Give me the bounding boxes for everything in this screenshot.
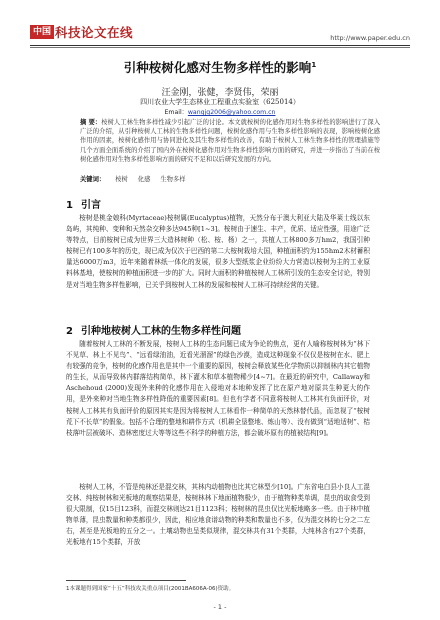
section-title: 引种地桉树人工林的生物多样性问题	[80, 326, 241, 337]
paragraph: 桉树人工林，不管是纯林还是混交林，其林内动植物也比其它林型少[10]。广东省电白县小良人工混交林、纯桉树林和光板地的观察结果是，桉树林林下地面植物极少，由于植物种类单调，昆虫的取食受到很大限制，仅15目123科，而混交林则达21目1123科；桉树林的昆虫仅比光板地略多一些。由于林中植物单薄，昆虫数量和种类都很少，因此，相应地食谱动物的种类和数量也不多，仅为混交林的七分之二左右，甚至是光板地的五分之一。土壤动物也呈类似规律，混交林共有31个类群，大纯林含有27个类群，光板地有15个类群，开放	[66, 483, 370, 547]
header-rule-thin	[30, 47, 410, 48]
abstract	[80, 118, 380, 164]
footnote-rule	[66, 580, 186, 581]
abstract-text: 桉树人工林生物多样性减少引起广泛的讨论。本文就桉树的化感作用对生物多样性的影响进行了深入广泛的介绍，从引种桉树人工林的生物多样性问题，桉树化感作用与生物多样性影响的表现，影响桉树化感作用的因素，桉树化感作用与协同进化及其生物多样性的改善，有助于桉树人工林生物多样性的管理措施等几个方面全面系统的介绍了国内外在桉树化感作用对生物多样性影响方面的研究，并进一步指出了当前在桉树化感作用对生物多样性影响方面的研究不足和以后研究发展的方向。	[80, 119, 380, 163]
paragraph: 桉树是桃金娘科(Myrtaceae)桉树属(Eucalyptus)植物，天然分布于澳大利亚大陆及华莱士线以东岛屿，其纯种、变种和天然杂交种多达945种[1~3]。桉树由于速生、丰产，优质、适应性强，用途广泛等特点，目前桉树已成为世界三大造林树种（松、桉、杨）之一，共植人工林800多万hm2，我国引种桉树已有100多年的历史，现已成为仅次于巴西的第二大桉树栽培大国，种植面积约为155hm2木材蓄积量达6000万m3，近年来随着林纸一体化的发展，很多大型纸浆企业纷纷大力营造以桉树为主的工业原料林基地，使桉树的种植面积进一步的扩大。同时大面积的种植桉树人工林所引发的生态安全讨论，特别是对当地生物多样性影响，已关乎到桉树人工林的发展和桉树人工林可持续经营的关键。	[66, 214, 370, 289]
section-title: 引言	[80, 200, 101, 211]
keywords-label: 关键词：	[80, 176, 106, 183]
authors: 汪金刚，张健，李贤伟，荣丽	[161, 88, 279, 98]
site-url[interactable]: http://www.paper.edu.cn	[330, 34, 410, 42]
logo-prefix: 中国	[30, 25, 54, 39]
logo-text: 科技论文在线	[55, 25, 134, 40]
section-number: 2	[66, 326, 73, 337]
title-footnote-mark: 1	[311, 60, 317, 69]
email-line	[0, 107, 440, 116]
section-heading	[66, 196, 101, 211]
page-number: - 1 -	[213, 603, 227, 611]
email-link[interactable]: wangjg2006@yahoo.com.cn	[187, 109, 276, 116]
keyword: 化感	[137, 176, 151, 183]
paper-title-text: 引种桉树化感对生物多样性的影响	[123, 60, 312, 75]
paper-title	[0, 58, 440, 76]
keywords	[80, 174, 380, 183]
abstract-label: 摘 要：	[80, 119, 102, 126]
email-label: Email：	[164, 109, 188, 116]
site-logo[interactable]	[30, 24, 133, 40]
footnote: 1本课题得到国家“十五”科技攻关重点项目(2001BA606A-06)资助。	[66, 586, 235, 592]
paragraph: 随着桉树人工林的不断发展，桉树人工林的生态问题已成为争论的焦点，更有人喻称桉树林为“林下不见草、林上不见鸟”、“远看绿油油，近看光溜溜”的绿色沙漠，造成这种现象不仅仅是桉树在水、肥上有较强的竞争，桉树的化感作用也是其中一个重要的原因，桉树会释放某些化学物质以抑制林内其它植物的生长，从而导致林内群落结构简单，林下灌木和草本植物稀少[4~7]。在最近的研究中，Callaway和Aschehoud (2000)发现外来种的化感作用在入侵地对本地种发挥了比在原产地对原共生种更大的作用，是外来种对当地生物多样性降低的重要因素[8]。但也有学者不同意将桉树人工林其有负面评价，对桉树人工林其有负面评价的原因其实是因为将桉树人工林看作一种简单的天然林替代品，而忽视了“桉树荒下不长草”的假象。包括不合理的整地和耕作方式（机耕全垦整地、炼山等）、没有做到“适地适树”、桔枝落叶层被破坏、造林密度过大等等这些不科学的种植方法，都会破坏原有的植被结构[9]。	[66, 340, 370, 437]
keyword: 生物多样	[160, 176, 186, 183]
affiliation: 四川农业大学生态林业工程重点实验室（625014）	[140, 98, 300, 106]
keyword: 桉树	[115, 176, 128, 183]
section-number: 1	[66, 200, 73, 211]
section-heading	[66, 322, 241, 337]
header-rule	[30, 45, 410, 46]
page-header	[0, 0, 440, 52]
